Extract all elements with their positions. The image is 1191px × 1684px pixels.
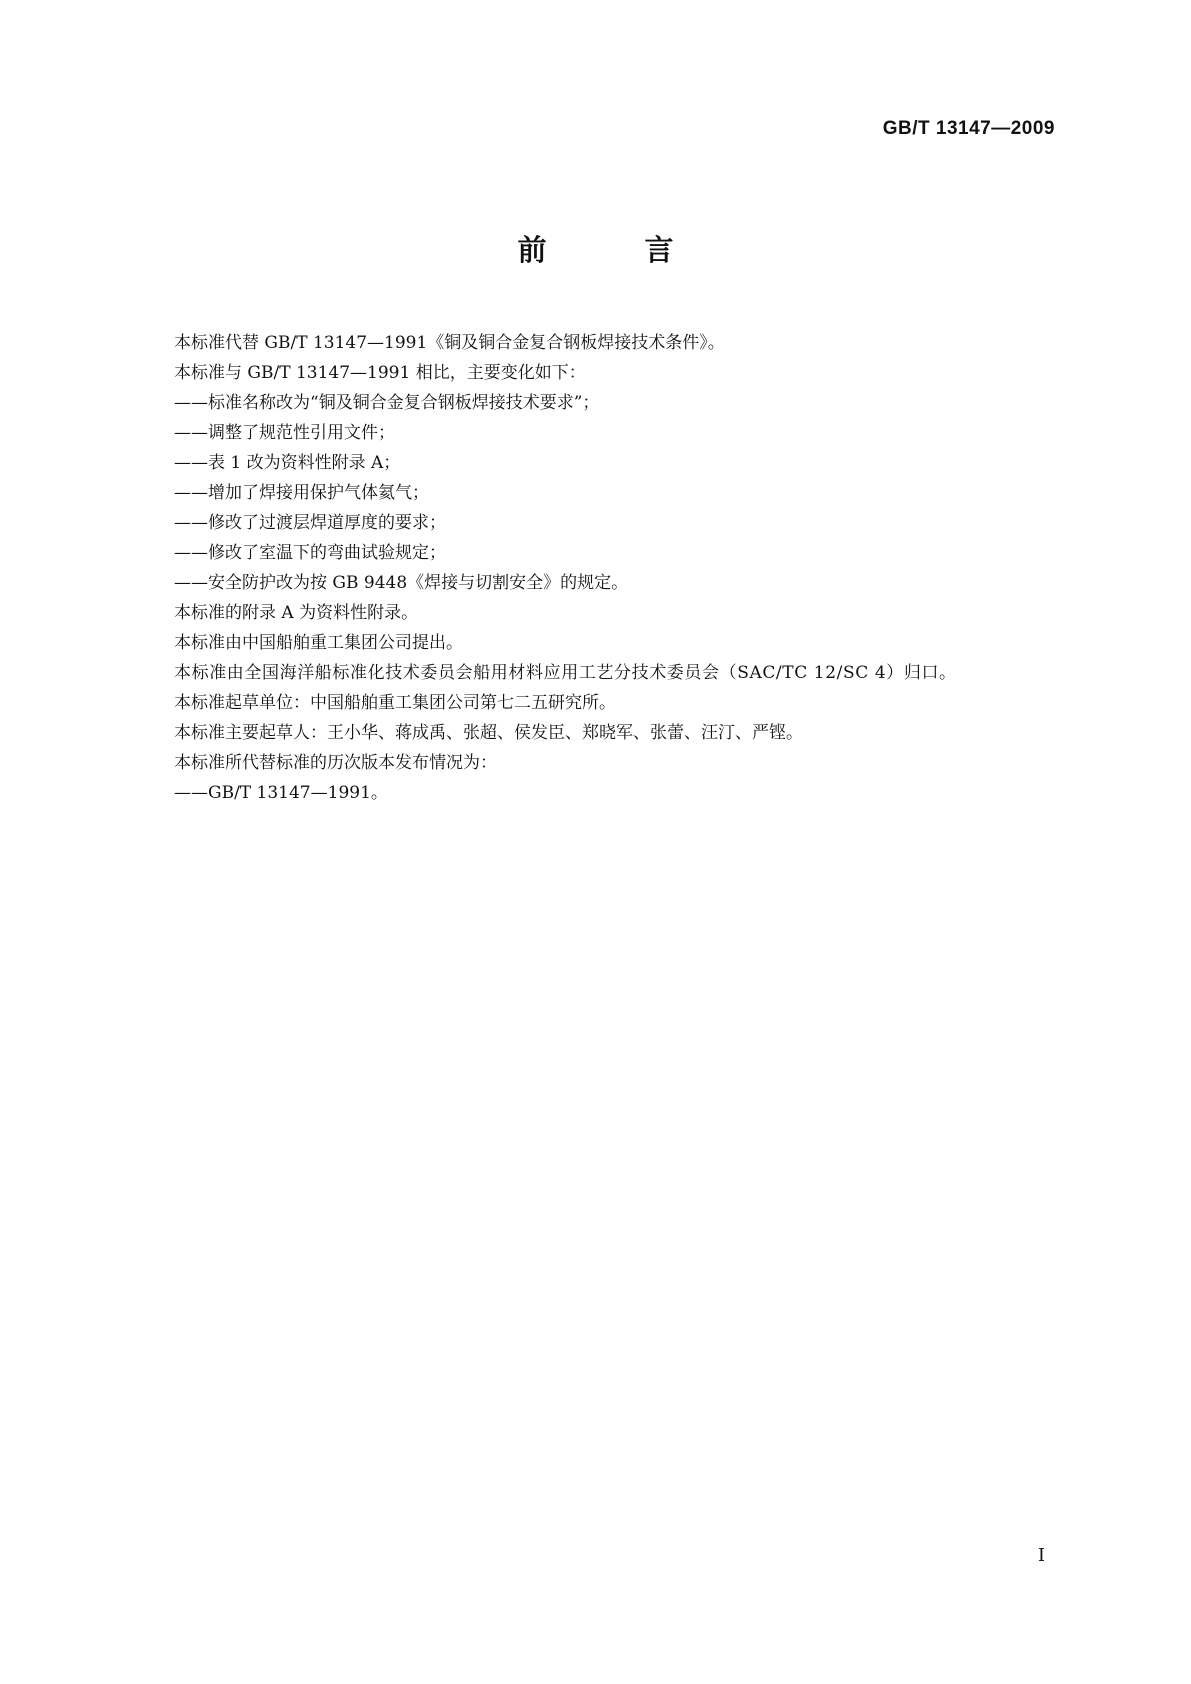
paragraph-replaces: 本标准代替 GB/T 13147—1991《铜及铜合金复合钢板焊接技术条件》。 bbox=[174, 333, 725, 353]
change-item: ——标准名称改为“铜及铜合金复合钢板焊接技术要求”； bbox=[174, 393, 600, 413]
change-item: ——调整了规范性引用文件； bbox=[174, 423, 395, 443]
paragraph-proposer: 本标准由中国船舶重工集团公司提出。 bbox=[174, 633, 463, 653]
standard-code: GB/T 13147—2009 bbox=[882, 118, 1055, 139]
change-item: ——修改了过渡层焊道厚度的要求； bbox=[174, 513, 446, 533]
change-item: ——修改了室温下的弯曲试验规定； bbox=[174, 543, 446, 563]
change-item: ——安全防护改为按 GB 9448《焊接与切割安全》的规定。 bbox=[174, 573, 629, 593]
change-item: ——增加了焊接用保护气体氦气； bbox=[174, 483, 429, 503]
paragraph-changes-intro: 本标准与 GB/T 13147—1991 相比，主要变化如下： bbox=[174, 363, 586, 383]
paragraph-drafting-unit: 本标准起草单位：中国船舶重工集团公司第七二五研究所。 bbox=[174, 693, 616, 713]
history-item: ——GB/T 13147—1991。 bbox=[174, 783, 388, 803]
foreword-body bbox=[130, 328, 1065, 808]
paragraph-drafters: 本标准主要起草人：王小华、蒋成禹、张超、侯发臣、郑晓军、张蕾、汪汀、严铿。 bbox=[174, 723, 803, 743]
paragraph-responsible-body: 本标准由全国海洋船标准化技术委员会船用材料应用工艺分技术委员会（SAC/TC 12/SC 4）归口。 bbox=[174, 663, 957, 683]
paragraph-annex: 本标准的附录 A 为资料性附录。 bbox=[174, 603, 419, 623]
page-number: I bbox=[1037, 1545, 1045, 1566]
change-item: ——表 1 改为资料性附录 A； bbox=[174, 453, 401, 473]
paragraph-history-intro: 本标准所代替标准的历次版本发布情况为： bbox=[174, 753, 497, 773]
page-title: 前 言 bbox=[517, 233, 718, 267]
